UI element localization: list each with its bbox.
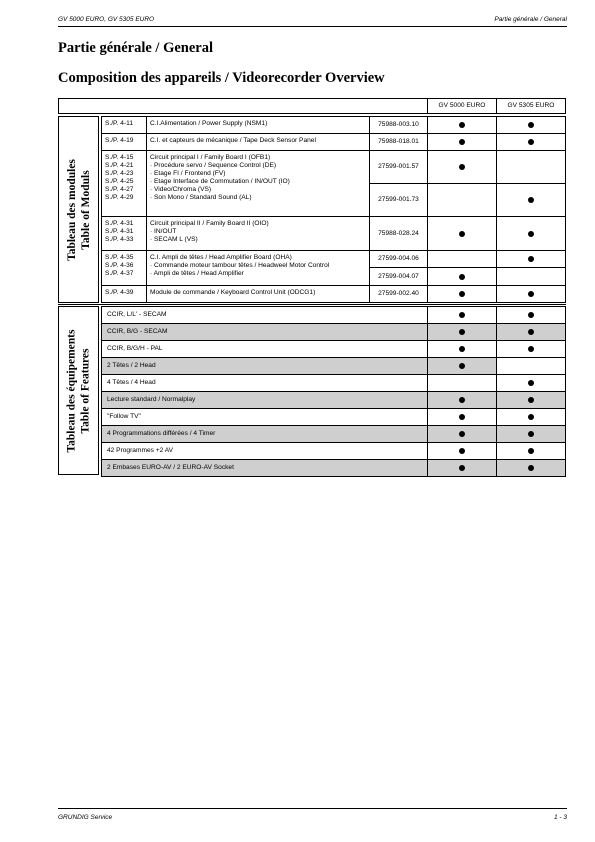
bullet-icon (528, 431, 534, 437)
modules-label-en: Table of Moduls (79, 169, 92, 250)
feature-availability-gv5000 (427, 340, 497, 358)
module-availability-gv5000 (427, 285, 497, 303)
module-availability-gv5000 (427, 250, 497, 268)
module-description: C.I. et capteurs de mécanique / Tape Deck Sensor Panel (146, 133, 370, 151)
module-description: Circuit principal I / Family Board I (OFB1) · Procédure servo / Sequence Control (DE) · Etage FI / Frontend (FV) · Etage Interface de Commutation / IN/OUT (IO) · Video/Chroma (VS) · Son Mono / Standard Sound (AL) (146, 150, 370, 217)
module-part-number: 27599-001.73 (369, 183, 428, 217)
feature-availability-gv5000 (427, 374, 497, 392)
feature-label: 4 Têtes / 4 Head (101, 374, 428, 392)
bullet-icon (459, 448, 465, 454)
feature-availability-gv5000 (427, 306, 497, 324)
bullet-icon (459, 312, 465, 318)
module-ref: S./P. 4-31 S./P. 4-31 S./P. 4-33 (101, 216, 147, 251)
bullet-icon (459, 231, 465, 237)
feature-label: 2 Embases EURO-AV / 2 EURO-AV Socket (101, 459, 428, 477)
feature-availability-gv5305 (496, 408, 566, 426)
module-part-number: 75988-018.01 (369, 133, 428, 151)
module-availability-gv5305 (496, 133, 566, 151)
feature-availability-gv5000 (427, 425, 497, 443)
module-ref: S./P. 4-19 (101, 133, 147, 151)
bullet-icon (459, 274, 465, 280)
modules-label-fr: Tableau des modules (65, 158, 78, 261)
module-ref: S./P. 4-35 S./P. 4-36 S./P. 4-37 (101, 250, 147, 286)
feature-availability-gv5000 (427, 391, 497, 409)
module-availability-gv5305 (496, 150, 566, 184)
bullet-icon (528, 448, 534, 454)
bullet-icon (528, 197, 534, 203)
module-part-number: 27599-004.06 (369, 250, 428, 268)
bullet-icon (459, 164, 465, 170)
page-footer (58, 808, 567, 823)
modules-side-label (58, 116, 99, 303)
bullet-icon (528, 231, 534, 237)
feature-availability-gv5305 (496, 442, 566, 460)
bullet-icon (459, 346, 465, 352)
bullet-icon (459, 431, 465, 437)
feature-availability-gv5305 (496, 306, 566, 324)
feature-availability-gv5000 (427, 459, 497, 477)
bullet-icon (528, 414, 534, 420)
module-description: Circuit principal II / Family Board II (OIO) · IN/OUT · SECAM L (VS) (146, 216, 370, 251)
bullet-icon (528, 380, 534, 386)
bullet-icon (528, 465, 534, 471)
bullet-icon (528, 329, 534, 335)
module-part-number: 27599-001.57 (369, 150, 428, 184)
bullet-icon (528, 397, 534, 403)
module-part-number: 75988-028.24 (369, 216, 428, 251)
module-ref: S./P. 4-15 S./P. 4-21 S./P. 4-23 S./P. 4-25 S./P. 4-27 S./P. 4-29 (101, 150, 147, 217)
bullet-icon (459, 465, 465, 471)
header-blank-cell (58, 98, 428, 114)
table-divider (58, 304, 566, 305)
feature-availability-gv5305 (496, 374, 566, 392)
feature-availability-gv5305 (496, 425, 566, 443)
feature-availability-gv5000 (427, 442, 497, 460)
bullet-icon (459, 139, 465, 145)
column-header-gv5000: GV 5000 EURO (427, 98, 497, 114)
module-availability-gv5000 (427, 216, 497, 251)
module-ref: S./P. 4-39 (101, 285, 147, 303)
page-subtitle: Composition des appareils / Videorecorder Overview (58, 70, 385, 86)
bullet-icon (459, 414, 465, 420)
module-availability-gv5305 (496, 267, 566, 286)
bullet-icon (528, 139, 534, 145)
header-models: GV 5000 EURO, GV 5305 EURO (58, 16, 155, 23)
bullet-icon (459, 291, 465, 297)
module-description: C.I. Ampli de têtes / Head Amplifier Board (OHA) · Commande moteur tambour têtes / Headweel Motor Control · Ampli de têtes / Head Amplifier (146, 250, 370, 286)
feature-label: "Follow TV" (101, 408, 428, 426)
feature-label: 2 Têtes / 2 Head (101, 357, 428, 375)
module-description: Module de commande / Keyboard Control Unit (ODCG1) (146, 285, 370, 303)
feature-label: 4 Programmations différées / 4 Timer (101, 425, 428, 443)
feature-availability-gv5000 (427, 323, 497, 341)
bullet-icon (528, 291, 534, 297)
module-part-number: 27599-002.40 (369, 285, 428, 303)
bullet-icon (528, 122, 534, 128)
feature-availability-gv5305 (496, 323, 566, 341)
page-number: 1 - 3 (553, 814, 567, 821)
bullet-icon (459, 397, 465, 403)
module-availability-gv5000 (427, 183, 497, 217)
module-availability-gv5305 (496, 250, 566, 268)
bullet-icon (528, 256, 534, 262)
module-availability-gv5305 (496, 183, 566, 217)
feature-availability-gv5000 (427, 357, 497, 375)
bullet-icon (459, 329, 465, 335)
features-side-label (58, 306, 99, 475)
feature-availability-gv5305 (496, 357, 566, 375)
module-description: C.I.Alimentation / Power Supply (NSM1) (146, 116, 370, 134)
feature-label: Lecture standard / Normalplay (101, 391, 428, 409)
feature-label: 42 Programmes +2 AV (101, 442, 428, 460)
feature-availability-gv5305 (496, 340, 566, 358)
header-section: Partie générale / General (494, 16, 567, 23)
bullet-icon (459, 122, 465, 128)
bullet-icon (528, 312, 534, 318)
module-availability-gv5000 (427, 116, 497, 134)
module-part-number: 27599-004.07 (369, 267, 428, 286)
module-availability-gv5000 (427, 150, 497, 184)
feature-label: CCIR, L/L' - SECAM (101, 306, 428, 324)
features-label-en: Table of Features (79, 348, 92, 433)
page-title: Partie générale / General (58, 40, 214, 56)
feature-availability-gv5305 (496, 391, 566, 409)
page-header (58, 14, 567, 27)
feature-label: CCIR, B/G/H - PAL (101, 340, 428, 358)
bullet-icon (459, 363, 465, 369)
features-label-fr: Tableau des équipements (65, 329, 78, 452)
module-availability-gv5305 (496, 116, 566, 134)
module-availability-gv5000 (427, 133, 497, 151)
module-availability-gv5305 (496, 216, 566, 251)
module-part-number: 75988-003.10 (369, 116, 428, 134)
bullet-icon (528, 346, 534, 352)
footer-brand: GRUNDIG Service (58, 814, 113, 821)
column-header-gv5305: GV 5305 EURO (496, 98, 566, 114)
module-availability-gv5000 (427, 267, 497, 286)
module-ref: S./P. 4-11 (101, 116, 147, 134)
module-availability-gv5305 (496, 285, 566, 303)
feature-label: CCIR, B/G - SECAM (101, 323, 428, 341)
feature-availability-gv5000 (427, 408, 497, 426)
feature-availability-gv5305 (496, 459, 566, 477)
